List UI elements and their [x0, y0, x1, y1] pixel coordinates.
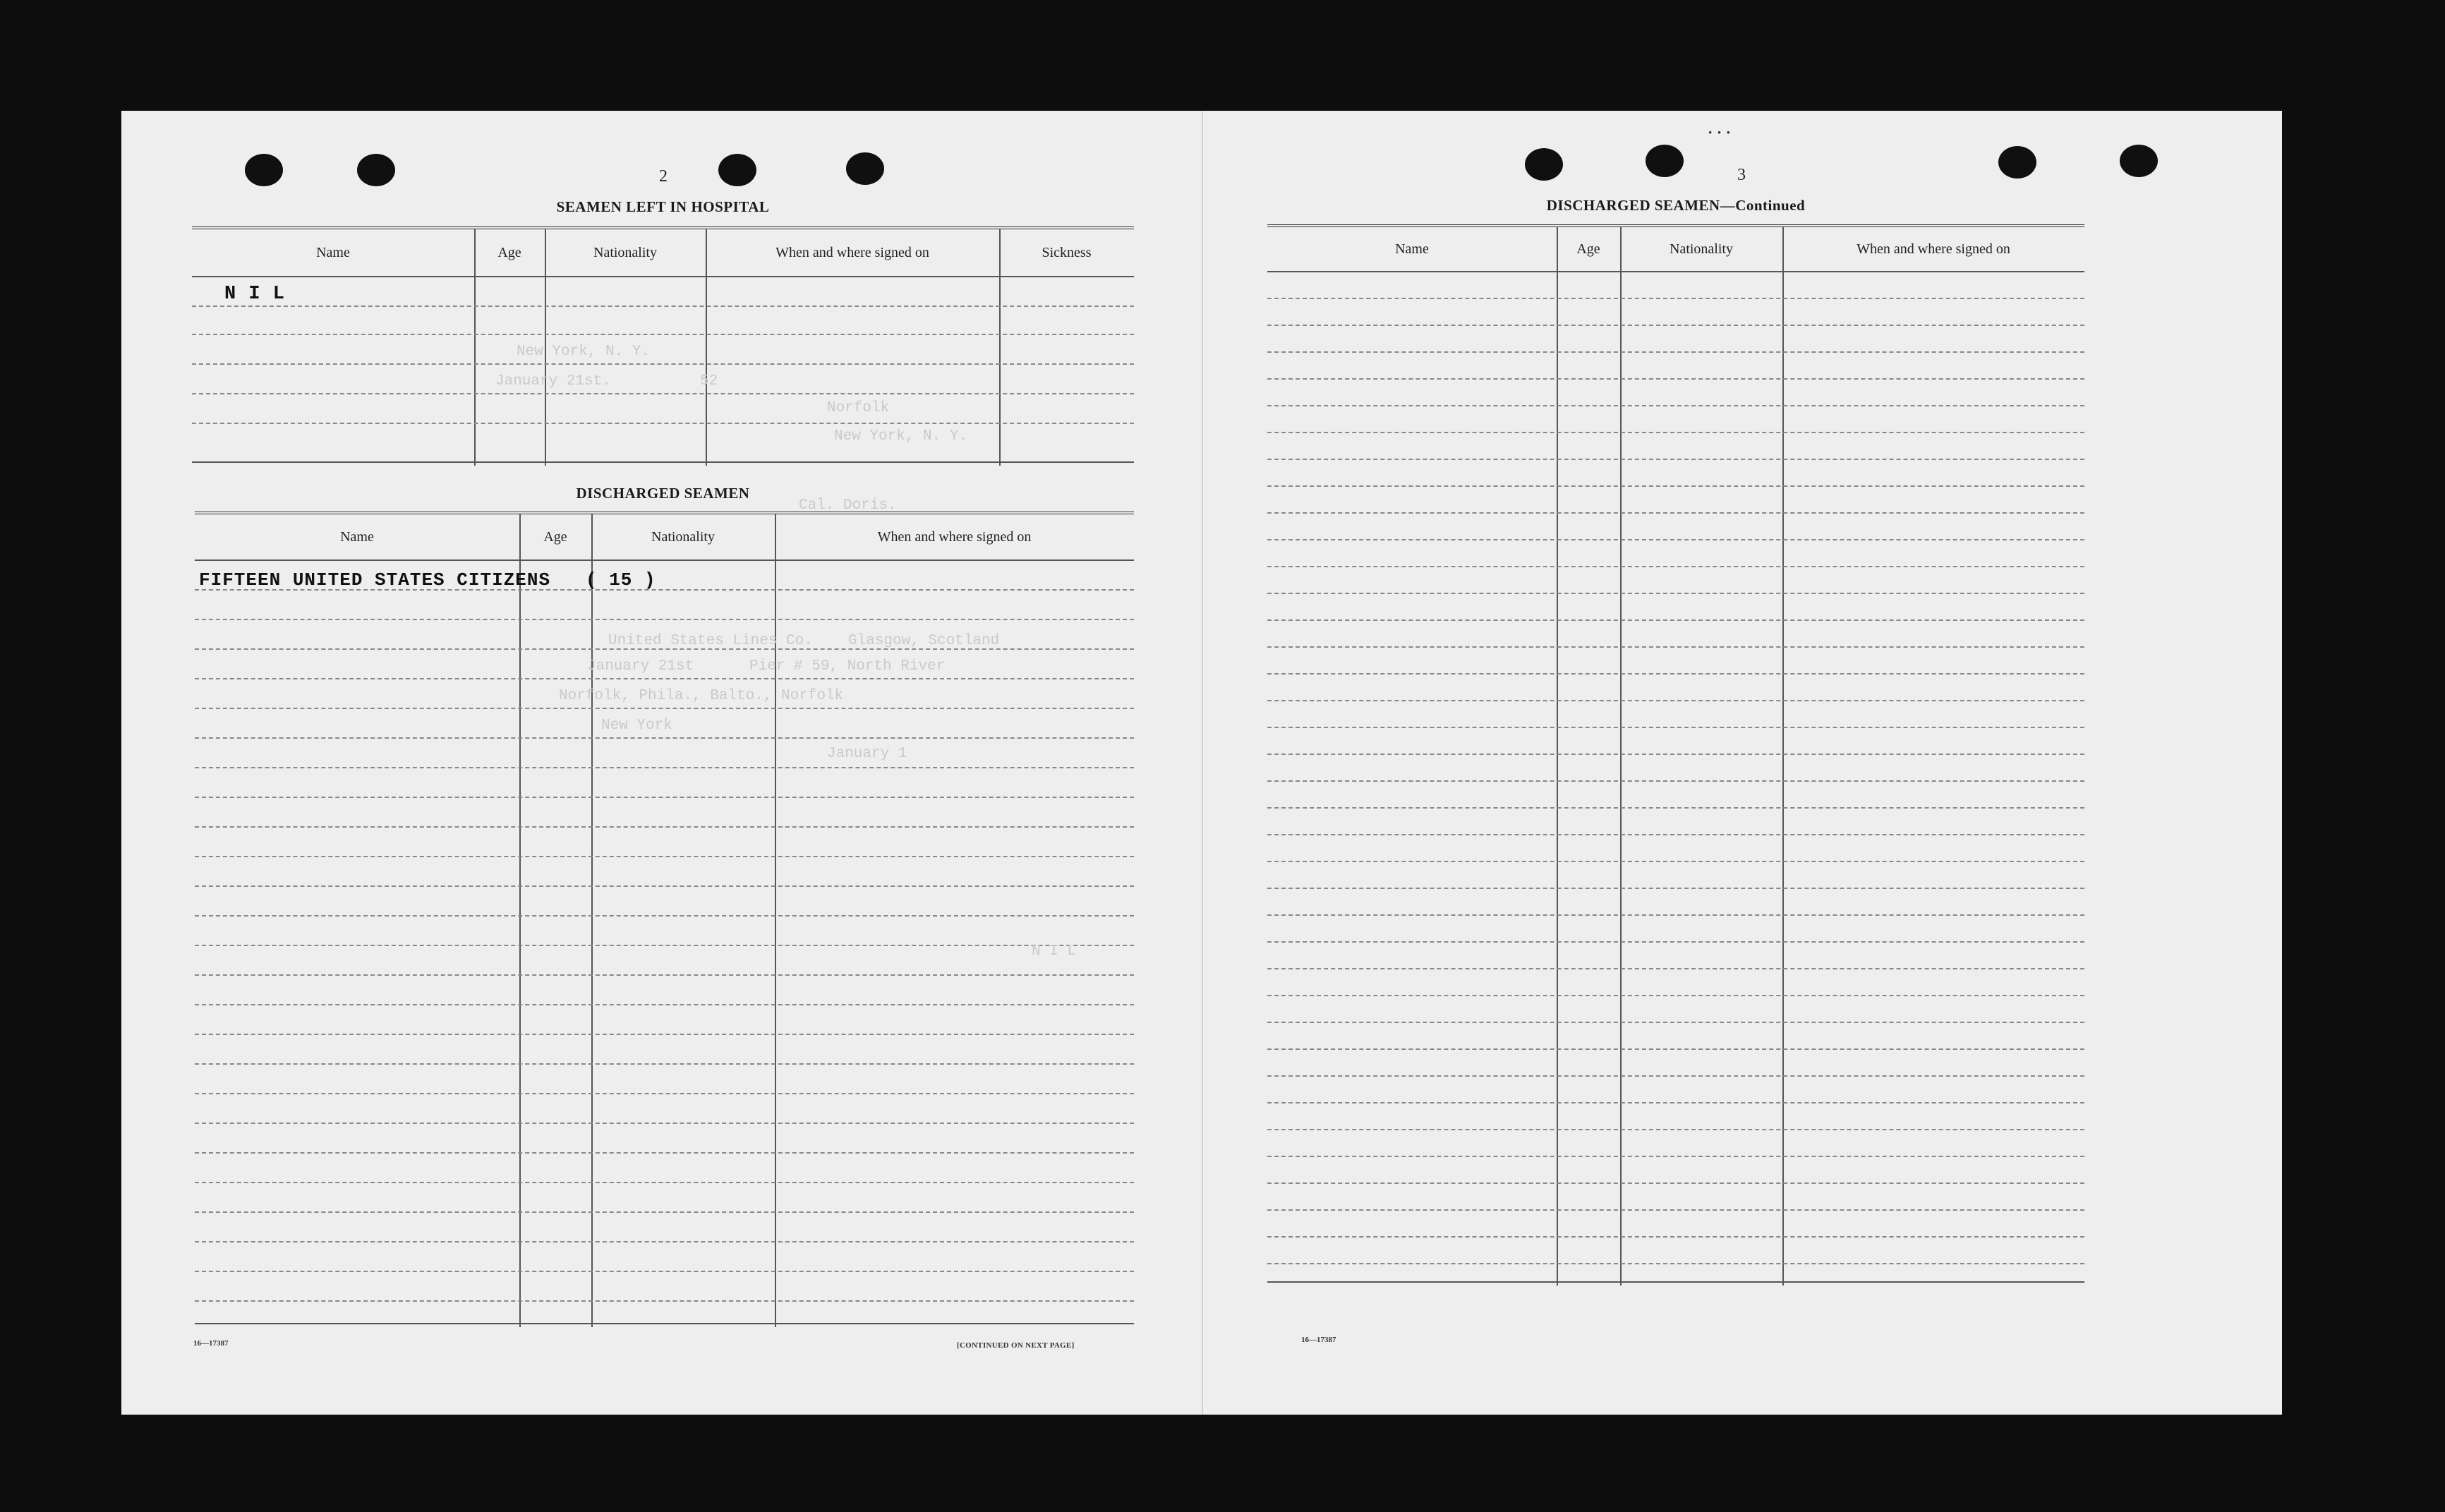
hospital-section-title: SEAMEN LEFT IN HOSPITAL — [556, 198, 770, 215]
discharged-section-title: DISCHARGED SEAMEN — [576, 485, 750, 502]
punch-hole — [718, 154, 756, 186]
discharged-continued-title — [1267, 197, 2084, 214]
discharged-continued-suffix: —Continued — [1720, 197, 1806, 214]
bleed-text: N I L — [1032, 943, 1077, 960]
col-header-signed-on: When and where signed on — [1857, 241, 2010, 257]
page-fold — [1202, 111, 1203, 1415]
form-number-right: 16—17387 — [1301, 1336, 1336, 1344]
col-header-age: Age — [543, 528, 567, 545]
page-number-left: 2 — [659, 167, 668, 186]
col-header-name: Name — [316, 244, 350, 260]
col-header-signed-on: When and where signed on — [775, 244, 929, 260]
discharged-entry-count: ( 15 ) — [586, 569, 656, 591]
bleed-text: 52 — [700, 373, 718, 389]
bleed-text: Glasgow, Scotland — [848, 633, 1000, 649]
col-header-name: Name — [1395, 241, 1429, 257]
col-header-name: Name — [340, 528, 374, 545]
bleed-text: January 1 — [827, 746, 907, 762]
bleed-text: New York — [601, 718, 672, 734]
discharged-continued-table — [1267, 224, 2084, 1286]
punch-hole — [1646, 145, 1684, 177]
bleed-text: January 21st. — [495, 373, 611, 389]
punch-hole — [2120, 145, 2158, 177]
col-header-nationality: Nationality — [1670, 241, 1733, 257]
punch-hole — [357, 154, 395, 186]
bleed-text: New York, N. Y. — [517, 344, 651, 360]
hospital-table — [192, 226, 1134, 466]
punch-hole — [1998, 146, 2036, 179]
bleed-text: Norfolk — [827, 400, 890, 416]
bleed-text: Cal. Doris. — [799, 497, 897, 514]
col-header-age: Age — [1576, 241, 1600, 257]
ink-marks: · · · — [1708, 123, 1732, 141]
col-header-nationality: Nationality — [593, 244, 657, 260]
col-header-signed-on: When and where signed on — [877, 528, 1032, 545]
document-sheet — [121, 111, 2282, 1415]
discharged-continued-title-main: DISCHARGED SEAMEN — [1546, 197, 1720, 214]
hospital-entry: N I L — [224, 284, 286, 305]
punch-hole — [245, 154, 283, 186]
punch-hole — [846, 152, 884, 185]
col-header-nationality: Nationality — [651, 528, 715, 545]
col-header-age: Age — [497, 244, 521, 260]
continued-note: [CONTINUED ON NEXT PAGE] — [957, 1341, 1075, 1350]
bleed-text: Pier # 59, North River — [749, 658, 946, 675]
page-number-right: 3 — [1737, 166, 1746, 184]
form-number-left: 16—17387 — [193, 1339, 229, 1348]
bleed-text: United States Lines Co. — [608, 633, 813, 649]
col-header-sickness: Sickness — [1042, 244, 1092, 260]
punch-hole — [1525, 148, 1563, 181]
bleed-text: January 21st — [587, 658, 694, 675]
bleed-text: New York, N. Y. — [834, 428, 968, 444]
bleed-text: Norfolk, Phila., Balto., Norfolk — [559, 688, 844, 704]
discharged-entry-name: FIFTEEN UNITED STATES CITIZENS — [199, 569, 551, 591]
